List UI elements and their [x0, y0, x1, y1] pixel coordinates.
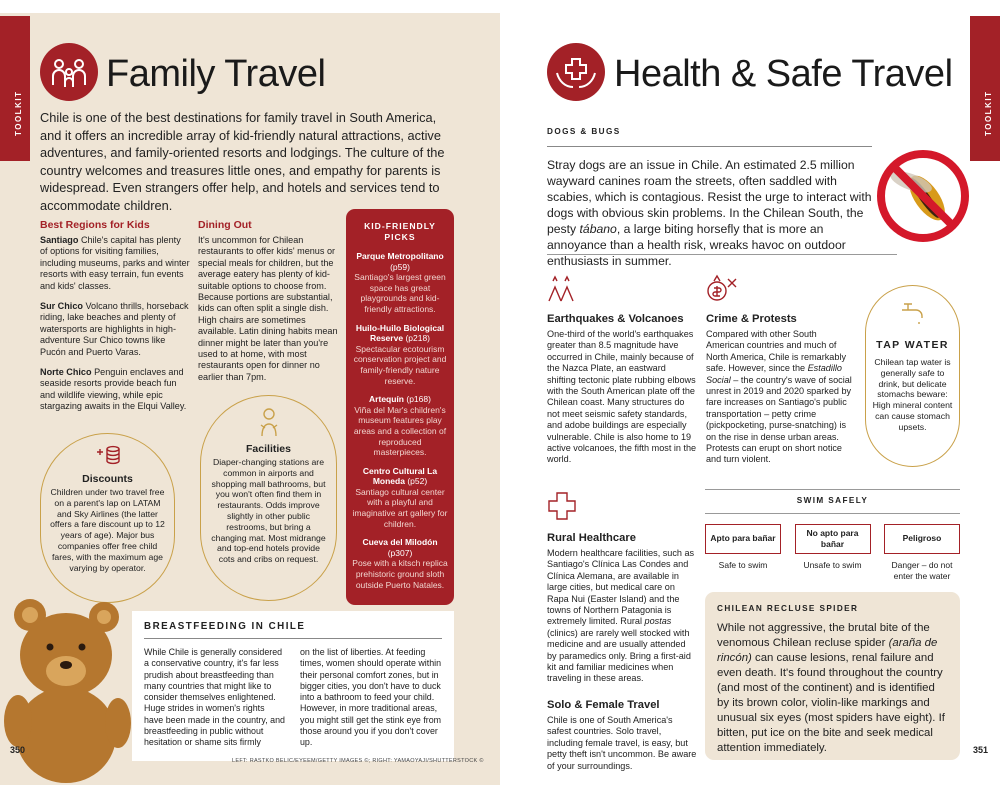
discounts-text: Children under two travel free on a parent's lap on LATAM and Sky Airlines (the latter offers a fare discount up to 12 years of age). Major bus companies offer free child fares, with the maximum age varying by operator. — [50, 487, 165, 573]
swim-heading: SWIM SAFELY — [705, 489, 960, 514]
toolkit-tab — [970, 16, 1000, 161]
kid-picks-heading: KID-FRIENDLY PICKS — [364, 221, 436, 242]
dining-heading: Dining Out — [198, 219, 252, 231]
facilities-oval — [200, 395, 337, 601]
earthquakes-section — [547, 273, 697, 466]
swim-caption: Danger – do not enter the water — [891, 560, 953, 581]
divider — [547, 254, 897, 255]
kid-pick: Cueva del Milodón (p307) Pose with a kitsch replica prehistoric ground sloth outside Puerto Natales. — [352, 537, 448, 590]
money-bag-icon — [706, 273, 738, 303]
swim-flag-unsafe: No apto para bañar — [795, 524, 871, 554]
earthquakes-text: One-third of the world's earthquakes greater than 8.5 magnitude have occurred in Chile, mainly because of the Nazca Plate, an eastward shifting tectonic plate rubbing elbows with the South American plate off the Chilean coast. Many structures do not meet seismic safety standards, and adobe buildings are especially vulnerable. Chile is also home to 19 active volcanoes, the fifth most in the world. — [547, 329, 697, 465]
swim-flag-danger: Peligroso — [884, 524, 960, 554]
breastfeeding-col2: on the list of liberties. At feeding times, women should operate within their personal comfort zones, but in bigger cities, you don't have to duck into a bathroom to feed your child. However, in more traditional areas, you might still get the stink eye from those around you if you don't cover up. — [300, 647, 442, 748]
breastfeeding-col1: While Chile is generally considered a conservative country, it's far less prudish about breastfeeding than many countries that might like to consider themselves enlightened. Huge strides in women's rights have been made in the country, and breastfeeding in public without hesitation or shame sits firmly — [144, 647, 285, 748]
health-hands-icon — [547, 43, 605, 101]
dogs-label: DOGS & BUGS — [547, 127, 872, 147]
crime-section — [706, 273, 856, 466]
coins-icon — [91, 442, 125, 468]
swim-flag-safe: Apto para bañar — [705, 524, 781, 554]
family-icon — [40, 43, 98, 101]
no-insect-icon — [875, 148, 971, 244]
solo-text: Chile is one of South America's safest countries. Solo travel, including female travel, is easy, but petty theft isn't uncommon. Be aware of your surroundings. — [547, 714, 697, 771]
discounts-heading: Discounts — [82, 473, 133, 485]
breastfeeding-box — [132, 611, 454, 761]
page-number: 350 — [10, 745, 26, 755]
tap-water-heading: TAP WATER — [876, 339, 949, 351]
dining-out — [198, 219, 338, 383]
baby-icon — [254, 406, 284, 438]
kid-pick: Huilo-Huilo Biological Reserve (p218) Spectacular ecotourism conservation project and family-friendly nature reserve. — [353, 322, 447, 386]
tap-water-oval — [865, 285, 960, 467]
swim-caption: Unsafe to swim — [803, 560, 862, 570]
dining-text: It's uncommon for Chilean restaurants to offer kids' menus or special meals for children, but the average eatery has plenty of kid-suitable options to choose from. Because portions are substantial, kids can often split a single dish. High chairs are sometimes available. Latin dining habits mean dinner might be later than you're used to at home, with most restaurants open for dinner no earlier than 7pm. — [198, 235, 338, 382]
teddy-bear-photo — [0, 589, 132, 785]
spider-box — [705, 592, 960, 760]
tap-water-text: Chilean tap water is generally safe to drink, but delicate stomachs beware: High mineral content can cause stomach upsets. — [872, 357, 953, 432]
dogs-bugs — [547, 127, 872, 269]
intro-text: Chile is one of the best destinations for family travel in South America, and it offers an incredible array of kid-friendly natural attractions, active adventures, and family-oriented resorts and lodgings. The culture of the country welcomes and treasures little ones, and empathy for parents is widespread. Even strangers offer help, and hotels and services tend to accommodate children. — [40, 110, 445, 213]
facilities-heading: Facilities — [246, 443, 291, 455]
right-page — [500, 13, 1000, 785]
kid-pick: Artequín (p168) Viña del Mar's children's museum features play areas and a collection of reproduced masterpieces. — [353, 394, 447, 458]
best-regions — [40, 219, 190, 413]
facilities-text: Diaper-changing stations are common in airports and shopping mall bathrooms, but you won't often find them in restaurants. Odds improve slightly in other public restrooms, but bring a changing mat. Most midrange and top-end hotels provide cots and cribs on request. — [211, 457, 326, 565]
page-title: Family Travel — [106, 53, 326, 95]
earthquakes-heading: Earthquakes & Volcanoes — [547, 313, 684, 325]
healthcare-section — [547, 491, 697, 772]
toolkit-tab-label: TOOLKIT — [14, 90, 23, 136]
region-item: Norte Chico Penguin enclaves and seaside resorts provide beach fun and wildlife viewing, while epic stargazing awaits in the Elqui Valley. — [40, 367, 187, 412]
discounts-oval — [40, 433, 175, 603]
region-item: Sur Chico Volcano thrills, horseback riding, lake beaches and plenty of watersports are highlights in high-adventure Sur Chico towns like Pucón and Puerto Varas. — [40, 301, 189, 357]
spider-label: CHILEAN RECLUSE SPIDER — [717, 604, 859, 613]
kid-friendly-picks — [346, 209, 454, 605]
region-item: Santiago Chile's capital has plenty of options for visiting families, including museums, parks and winter resorts with easy terrain, fun events and kids' classes. — [40, 235, 190, 291]
left-page — [0, 13, 500, 785]
swim-caption: Safe to swim — [718, 560, 768, 570]
solo-heading: Solo & Female Travel — [547, 698, 660, 711]
faucet-icon — [898, 298, 928, 326]
spider-text: While not aggressive, the brutal bite of the venomous Chilean recluse spider (araña de rincón) can cause lesions, renal failure and even death. It's found throughout the country (and most of the continent) and is identified by its brown color, violin-like markings and unusual six eyes (most spiders have eight). If bitten, put ice on the bite and seek medical attention immediately. — [717, 622, 945, 754]
toolkit-tab — [0, 16, 30, 161]
photo-credit: LEFT: RASTKO BELIC/EYEEM/GETTY IMAGES ©; RIGHT: YAMAOYAJI/SHUTTERSTOCK © — [232, 758, 484, 764]
page-number: 351 — [973, 745, 989, 755]
volcano-icon — [547, 273, 577, 303]
regions-heading: Best Regions for Kids — [40, 219, 150, 231]
dogs-text: Stray dogs are an issue in Chile. An estimated 2.5 million wayward canines roam the streets, often saddled with scabies, which is contagious. Resist the urge to interact with dogs with obvious skin problems. In the Chilean South, the pesty tábano, a large biting horsefly that is more an annoyance than a health risk, wreaks havoc on outdoor enthusiasts in summer. — [547, 158, 872, 268]
kid-pick: Parque Metropolitano (p59) Santiago's largest green space has great playgrounds and kid-friendly attractions. — [354, 251, 446, 314]
crime-heading: Crime & Protests — [706, 313, 797, 325]
medical-cross-icon — [547, 491, 577, 521]
toolkit-tab-label: TOOLKIT — [984, 90, 993, 136]
kid-pick: Centro Cultural La Moneda (p52) Santiago cultural center with a playful and imaginative art gallery for children. — [352, 465, 448, 529]
page-title: Health & Safe Travel — [614, 53, 953, 95]
crime-text: Compared with other South American countries and much of North America, Chile is remarkably safe. However, since the Estadillo Social – the country's wave of social unrest in 2019 and 2020 sparked by fare increases on Santiago's public transportation – petty crime (pickpocketing, purse-snatching) is on the rise in dense urban areas. Protests can erupt on short notice and turn violent. — [706, 329, 852, 465]
healthcare-heading: Rural Healthcare — [547, 532, 636, 544]
healthcare-text: Modern healthcare facilities, such as Santiago's Clínica Las Condes and Clínica Alemana, are available in large cities, but medical care on Rapa Nui (Easter Island) and the towns of Northern Patagonia is extremely limited. Rural postas (clinics) are rarely well stocked with medicine and are usually attended by paramedics only. Bring a first-aid kit and familiar medicines when traveling in these areas. — [547, 548, 695, 684]
breastfeeding-heading: BREASTFEEDING IN CHILE — [144, 621, 442, 639]
swim-safely — [705, 489, 960, 581]
